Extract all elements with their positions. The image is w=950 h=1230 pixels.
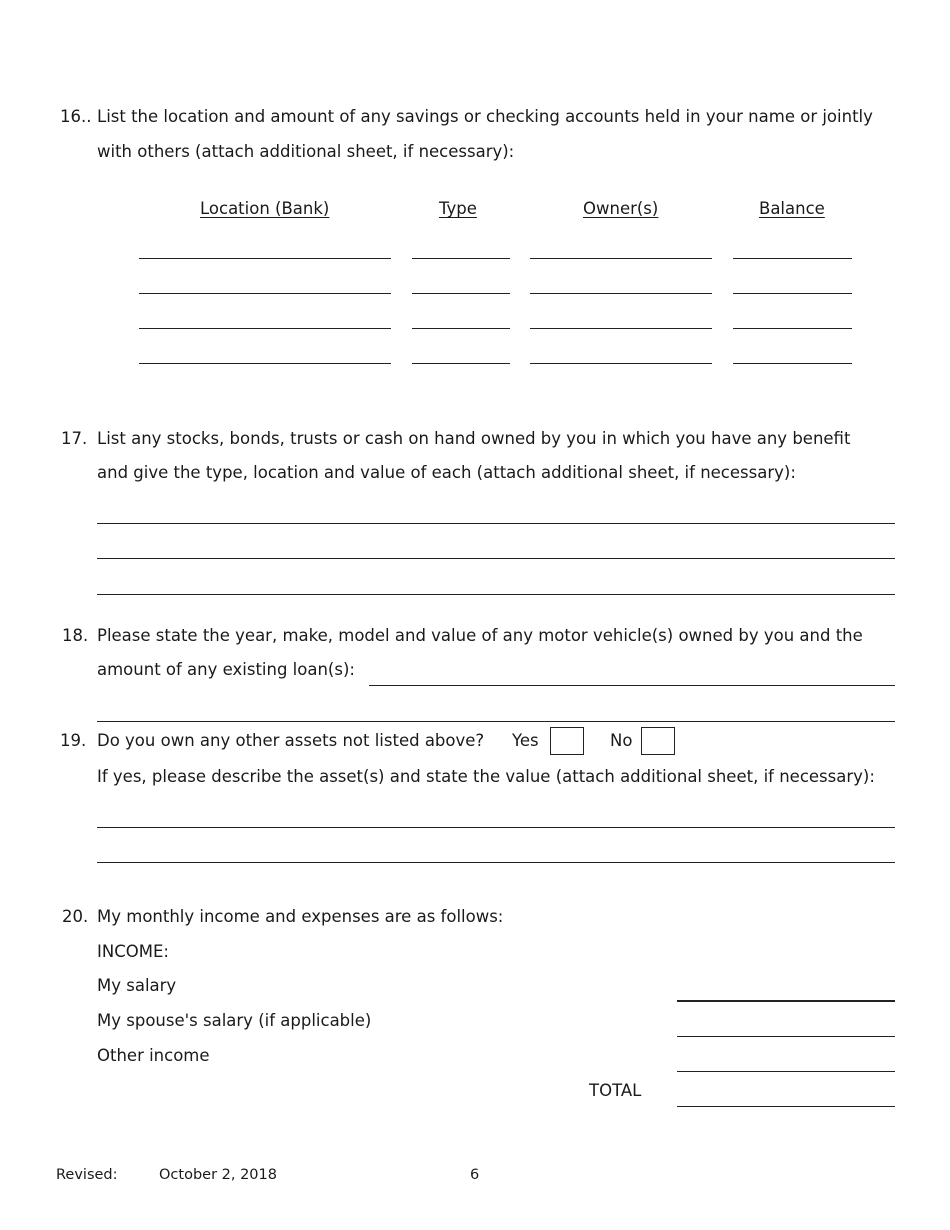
- balance-field[interactable]: [733, 293, 852, 294]
- q19-question: Do you own any other assets not listed above?: [97, 731, 485, 750]
- q17-number: 17.: [61, 429, 88, 448]
- q18-text-line2: amount of any existing loan(s):: [97, 660, 355, 679]
- owner-field[interactable]: [530, 258, 712, 259]
- q19-answer-field[interactable]: [97, 862, 895, 863]
- spouse-salary-field[interactable]: [677, 1036, 895, 1037]
- balance-field[interactable]: [733, 258, 852, 259]
- column-header-balance: Balance: [759, 199, 825, 218]
- owner-field[interactable]: [530, 328, 712, 329]
- q18-text-line1: Please state the year, make, model and value of any motor vehicle(s) owned by you and the: [97, 626, 863, 645]
- location-field[interactable]: [139, 293, 391, 294]
- location-field[interactable]: [139, 363, 391, 364]
- q20-text-line1: My monthly income and expenses are as follows:: [97, 907, 504, 926]
- income-row-label: My salary: [97, 976, 177, 995]
- balance-field[interactable]: [733, 328, 852, 329]
- q19-text-line2: If yes, please describe the asset(s) and state the value (attach additional sheet, if necessary):: [97, 767, 875, 786]
- q18-answer-field[interactable]: [97, 721, 895, 722]
- my-salary-field[interactable]: [677, 1000, 895, 1002]
- q16-number: 16..: [60, 107, 92, 126]
- other-income-field[interactable]: [677, 1071, 895, 1072]
- total-label: TOTAL: [589, 1081, 642, 1100]
- q17-text-line1: List any stocks, bonds, trusts or cash on hand owned by you in which you have any benefit: [97, 429, 851, 448]
- type-field[interactable]: [412, 363, 510, 364]
- no-checkbox[interactable]: [641, 727, 675, 755]
- income-row-label: My spouse's salary (if applicable): [97, 1011, 372, 1030]
- q17-answer-field[interactable]: [97, 594, 895, 595]
- column-header-type: Type: [439, 199, 477, 218]
- q17-text-line2: and give the type, location and value of each (attach additional sheet, if necessary):: [97, 463, 796, 482]
- type-field[interactable]: [412, 328, 510, 329]
- q18-number: 18.: [62, 626, 89, 645]
- owner-field[interactable]: [530, 293, 712, 294]
- q16-text-line2: with others (attach additional sheet, if necessary):: [97, 142, 515, 161]
- column-header-owners: Owner(s): [583, 199, 659, 218]
- total-field[interactable]: [677, 1106, 895, 1107]
- type-field[interactable]: [412, 293, 510, 294]
- revised-date: October 2, 2018: [159, 1167, 277, 1183]
- q17-answer-field[interactable]: [97, 558, 895, 559]
- q19-answer-field[interactable]: [97, 827, 895, 828]
- yes-label: Yes: [512, 731, 539, 750]
- balance-field[interactable]: [733, 363, 852, 364]
- owner-field[interactable]: [530, 363, 712, 364]
- income-heading: INCOME:: [97, 942, 169, 961]
- revised-label: Revised:: [56, 1167, 118, 1183]
- q18-answer-field[interactable]: [369, 685, 895, 686]
- q19-number: 19.: [60, 731, 87, 750]
- location-field[interactable]: [139, 328, 391, 329]
- no-label: No: [610, 731, 633, 750]
- page-number: 6: [470, 1167, 480, 1183]
- location-field[interactable]: [139, 258, 391, 259]
- column-header-location: Location (Bank): [200, 199, 330, 218]
- q16-text-line1: List the location and amount of any savings or checking accounts held in your name or jointly: [97, 107, 873, 126]
- income-row-label: Other income: [97, 1046, 210, 1065]
- q20-number: 20.: [62, 907, 89, 926]
- type-field[interactable]: [412, 258, 510, 259]
- q17-answer-field[interactable]: [97, 523, 895, 524]
- yes-checkbox[interactable]: [550, 727, 584, 755]
